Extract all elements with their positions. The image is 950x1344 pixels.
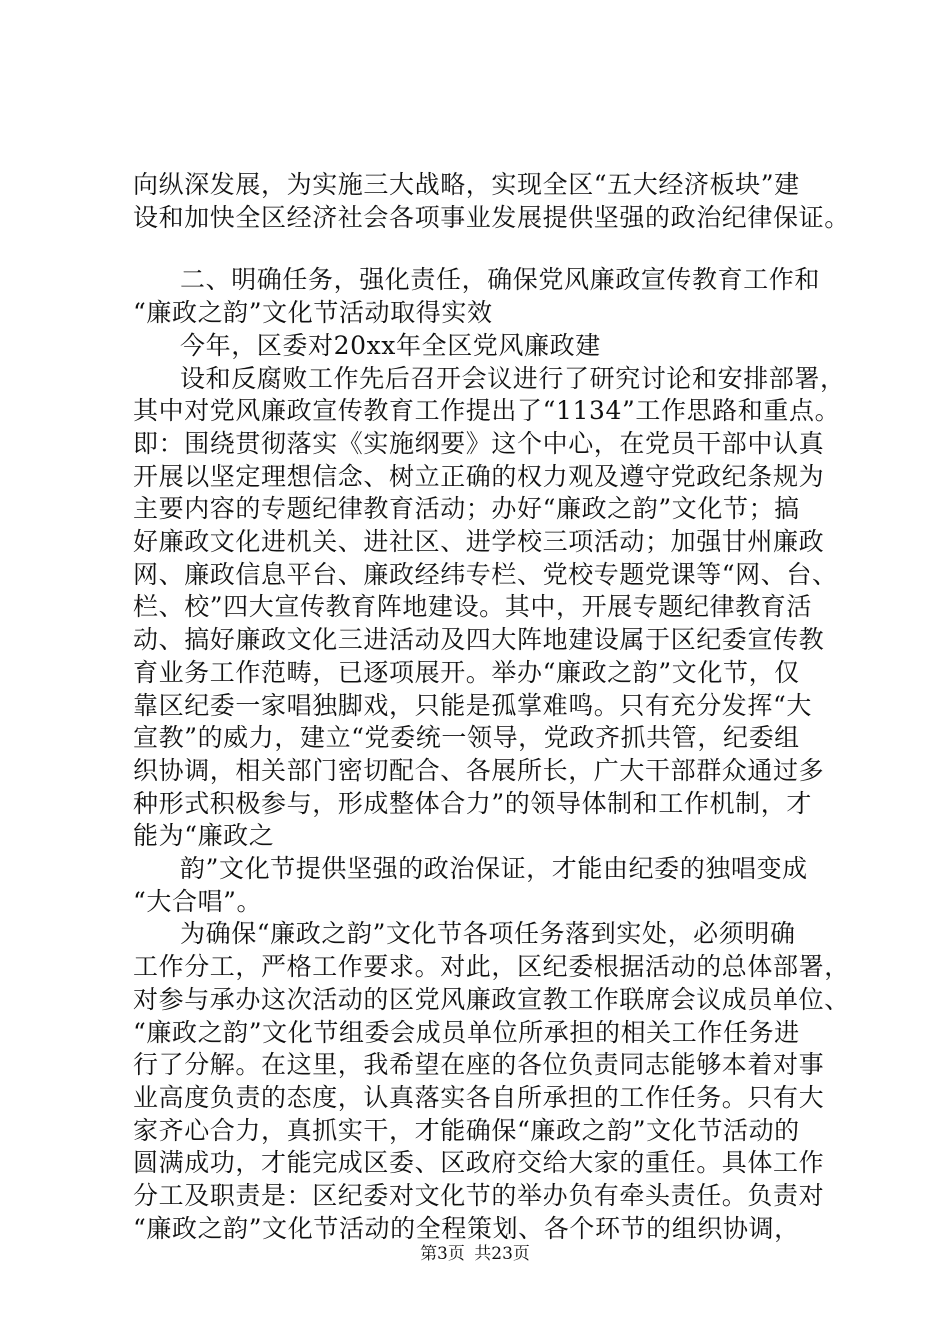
paragraph-line: 即：围绕贯彻落实《实施纲要》这个中心，在党员干部中认真 <box>133 429 825 458</box>
paragraph-line: 其中对党风廉政宣传教育工作提出了“1134”工作思路和重点。 <box>133 396 841 425</box>
page-total: 共23页 <box>474 1244 530 1264</box>
paragraph-line: 家齐心合力，真抓实干，才能确保“廉政之韵”文化节活动的 <box>133 1116 800 1145</box>
paragraph-line: 网、廉政信息平台、廉政经纬专栏、党校专题党课等“网、台、 <box>133 560 838 589</box>
paragraph-line: 育业务工作范畴，已逐项展开。举办“廉政之韵”文化节，仅 <box>133 658 800 687</box>
paragraph-line: “廉政之韵”文化节组委会成员单位所承担的相关工作任务进 <box>133 1018 800 1047</box>
paragraph-line: 向纵深发展，为实施三大战略，实现全区“五大经济板块”建 <box>133 170 800 199</box>
paragraph-line: 今年，区委对20xx年全区党风廉政建 <box>180 331 601 360</box>
section-heading-line: 二、明确任务，强化责任，确保党风廉政宣传教育工作和 <box>180 265 821 294</box>
paragraph-line: 种形式积极参与，形成整体合力”的领导体制和工作机制，才 <box>133 789 812 818</box>
paragraph-line: 分工及职责是：区纪委对文化节的举办负有牵头责任。负责对 <box>133 1181 825 1210</box>
paragraph-line: 设和加快全区经济社会各项事业发展提供坚强的政治纪律保证。 <box>133 203 850 232</box>
paragraph-line: “大合唱”。 <box>133 887 263 916</box>
paragraph-line: 韵”文化节提供坚强的政治保证，才能由纪委的独唱变成 <box>180 854 808 883</box>
paragraph-line: 开展以坚定理想信念、树立正确的权力观及遵守党政纪条规为 <box>133 462 825 491</box>
paragraph-line: 行了分解。在这里，我希望在座的各位负责同志能够本着对事 <box>133 1050 825 1079</box>
paragraph-line: 织协调，相关部门密切配合、各展所长，广大干部群众通过多 <box>133 756 825 785</box>
paragraph-line: 靠区纪委一家唱独脚戏，只能是孤掌难鸣。只有充分发挥“大 <box>133 691 812 720</box>
paragraph-line: 动、搞好廉政文化三进活动及四大阵地建设属于区纪委宣传教 <box>133 625 825 654</box>
paragraph-line: 业高度负责的态度，认真落实各自所承担的工作任务。只有大 <box>133 1083 825 1112</box>
paragraph-line: 好廉政文化进机关、进社区、进学校三项活动；加强甘州廉政 <box>133 527 825 556</box>
paragraph-line: 栏、校”四大宣传教育阵地建设。其中，开展专题纪律教育活 <box>133 592 812 621</box>
paragraph-line: 为确保“廉政之韵”文化节各项任务落到实处，必须明确 <box>180 919 796 948</box>
paragraph-line: 宣教”的威力，建立“党委统一领导，党政齐抓共管，纪委组 <box>133 723 800 752</box>
section-heading-line: “廉政之韵”文化节活动取得实效 <box>133 298 493 327</box>
page-number: 第3页 <box>420 1244 465 1264</box>
paragraph-line: 能为“廉政之 <box>133 821 275 850</box>
paragraph-line: 设和反腐败工作先后召开会议进行了研究讨论和安排部署， <box>180 364 846 393</box>
paragraph-line: 圆满成功，才能完成区委、区政府交给大家的重任。具体工作 <box>133 1148 825 1177</box>
paragraph-line: 工作分工，严格工作要求。对此，区纪委根据活动的总体部署， <box>133 952 850 981</box>
paragraph-line: 对参与承办这次活动的区党风廉政宣教工作联席会议成员单位、 <box>133 985 850 1014</box>
paragraph-line: 主要内容的专题纪律教育活动；办好“廉政之韵”文化节；搞 <box>133 494 800 523</box>
page-footer <box>0 1243 950 1265</box>
paragraph-line: “廉政之韵”文化节活动的全程策划、各个环节的组织协调， <box>133 1214 800 1243</box>
